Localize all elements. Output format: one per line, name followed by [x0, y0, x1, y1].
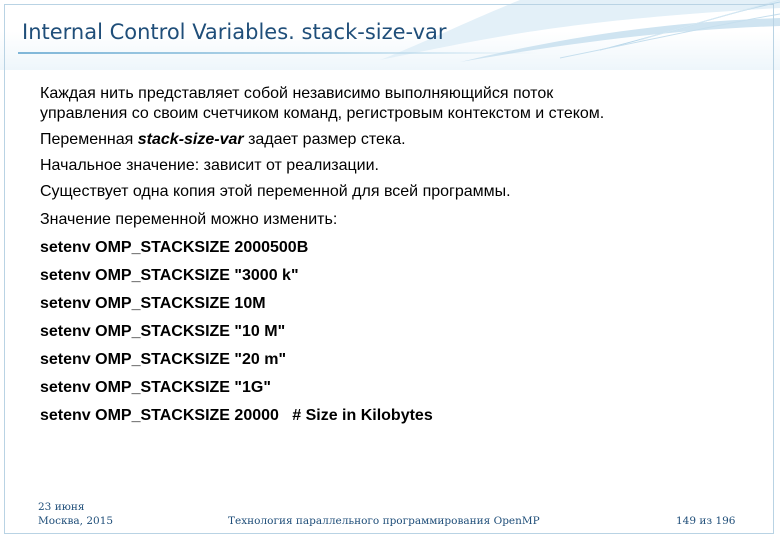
command-line: setenv OMP_STACKSIZE 2000500B	[40, 239, 309, 256]
slide-body	[40, 84, 740, 426]
body-paragraph-4: Существует одна копия этой переменной для всей программы.	[40, 183, 511, 200]
title-underline	[18, 52, 538, 54]
body-paragraph-5: Значение переменной можно изменить:	[40, 211, 338, 228]
footer-course-title: Технология параллельного программирования OpenMP	[228, 515, 540, 527]
p2-prefix: Переменная	[40, 131, 138, 148]
footer-date-line-2: Москва, 2015	[38, 515, 114, 527]
variable-name: stack-size-var	[137, 131, 244, 148]
body-paragraph-1-line-2: управления со своим счетчиком команд, регистровым контекстом и стеком.	[40, 105, 605, 122]
body-paragraph-1-line-1: Каждая нить представляет собой независимо выполняющийся поток	[40, 85, 554, 102]
footer-date	[38, 500, 113, 528]
p2-suffix: задает размер стека.	[243, 131, 406, 148]
slide-title: Internal Control Variables. stack-size-var	[22, 20, 447, 44]
command-line: setenv OMP_STACKSIZE "20 m"	[40, 351, 287, 368]
footer-date-line-1: 23 июня	[38, 501, 85, 513]
command-line: setenv OMP_STACKSIZE "1G"	[40, 379, 271, 396]
command-line: setenv OMP_STACKSIZE "3000 k"	[40, 267, 299, 284]
body-paragraph-3: Начальное значение: зависит от реализации.	[40, 157, 379, 174]
body-paragraph-2	[40, 130, 740, 150]
footer-page-number: 149 из 196	[676, 515, 736, 527]
command-line: setenv OMP_STACKSIZE "10 M"	[40, 323, 286, 340]
command-line: setenv OMP_STACKSIZE 20000 # Size in Kilobytes	[40, 407, 433, 424]
command-line: setenv OMP_STACKSIZE 10M	[40, 295, 266, 312]
